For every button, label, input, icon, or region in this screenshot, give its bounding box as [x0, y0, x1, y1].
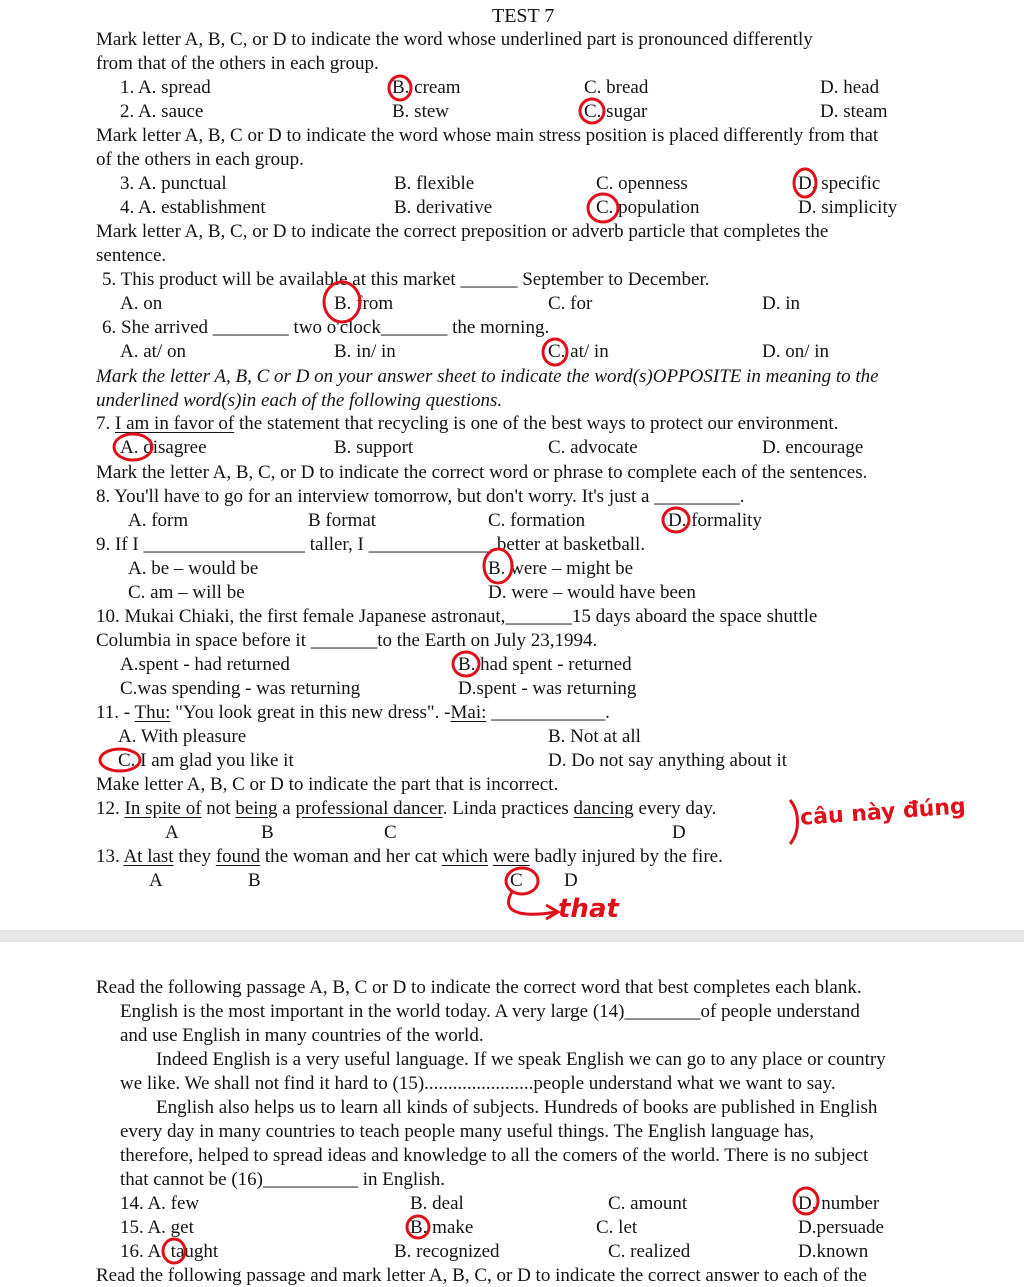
q16-option-a[interactable]: 16. A. taught — [120, 1241, 219, 1262]
passage-line: that cannot be (16)__________ in English. — [120, 1169, 446, 1190]
q14-option-d[interactable]: D. number — [798, 1193, 880, 1214]
passage-line: therefore, helped to spread ideas and knowledge to all the comers of the world. There is no subject — [120, 1145, 869, 1166]
q13-label-a[interactable]: A — [149, 870, 163, 891]
q7-option-b[interactable]: B. support — [334, 437, 414, 458]
q7-option-d[interactable]: D. encourage — [762, 437, 864, 458]
q3-option-b[interactable]: B. flexible — [394, 173, 475, 194]
q15-option-b[interactable]: B. make — [410, 1217, 474, 1238]
page-divider — [0, 930, 1024, 942]
q9-option-a[interactable]: A. be – would be — [128, 558, 259, 579]
instruction: from that of the others in each group. — [96, 53, 379, 74]
passage-line: every day in many countries to teach people many useful things. The English language has, — [120, 1121, 815, 1142]
q5-option-c[interactable]: C. for — [548, 293, 593, 314]
test-title: TEST 7 — [492, 5, 555, 27]
q10-stem: Columbia in space before it _______to the Earth on July 23,1994. — [96, 630, 598, 651]
q3-option-d[interactable]: D. specific — [798, 173, 881, 194]
q8-option-c[interactable]: C. formation — [488, 510, 586, 531]
q9-option-b[interactable]: B. were – might be — [488, 558, 634, 579]
instruction: of the others in each group. — [96, 149, 304, 170]
q10-option-b[interactable]: B. had spent - returned — [458, 654, 632, 675]
passage-line: English is the most important in the world today. A very large (14)________of people understand — [120, 1001, 860, 1022]
q7-option-c[interactable]: C. advocate — [548, 437, 638, 458]
q4-option-a[interactable]: 4. A. establishment — [120, 197, 266, 218]
correction-arrow — [509, 892, 558, 919]
q10-option-c[interactable]: C.was spending - was returning — [120, 678, 361, 699]
q6-stem: 6. She arrived ________ two o'clock_______ the morning. — [102, 317, 550, 338]
instruction: sentence. — [96, 245, 167, 266]
q10-option-a[interactable]: A.spent - had returned — [120, 654, 290, 675]
q14-option-a[interactable]: 14. A. few — [120, 1193, 200, 1214]
q6-option-a[interactable]: A. at/ on — [120, 341, 186, 362]
q16-option-c[interactable]: C. realized — [608, 1241, 691, 1262]
q16-option-b[interactable]: B. recognized — [394, 1241, 500, 1262]
q11-option-d[interactable]: D. Do not say anything about it — [548, 750, 788, 771]
q1-option-b[interactable]: B. cream — [392, 77, 461, 98]
q4-option-d[interactable]: D. simplicity — [798, 197, 898, 218]
passage-line: English also helps us to learn all kinds of subjects. Hundreds of books are published in English — [156, 1097, 878, 1118]
handwritten-note: câu này đúng — [799, 794, 967, 831]
instruction: Mark letter A, B, C or D to indicate the word whose main stress position is placed differently from that — [96, 125, 879, 146]
q6-option-c[interactable]: C. at/ in — [548, 341, 609, 362]
q12-label-a[interactable]: A — [165, 822, 179, 843]
q14-option-c[interactable]: C. amount — [608, 1193, 688, 1214]
q6-option-d[interactable]: D. on/ in — [762, 341, 830, 362]
instruction: underlined word(s)in each of the following questions. — [96, 390, 503, 411]
q1-option-d[interactable]: D. head — [820, 77, 880, 98]
q13-label-c[interactable]: C — [510, 870, 523, 891]
q7-option-a[interactable]: A. disagree — [120, 437, 207, 458]
q10-stem: 10. Mukai Chiaki, the first female Japanese astronaut,_______15 days aboard the space shuttle — [96, 606, 818, 627]
q1-option-c[interactable]: C. bread — [584, 77, 649, 98]
q15-option-d[interactable]: D.persuade — [798, 1217, 884, 1238]
handwritten-correction: that — [558, 894, 619, 924]
q11-option-a[interactable]: A. With pleasure — [118, 726, 247, 747]
q1-option-a[interactable]: 1. A. spread — [120, 77, 211, 98]
q6-option-b[interactable]: B. in/ in — [334, 341, 396, 362]
q12-stem: 12. In spite of not being a professional dancer. Linda practices dancing every day. — [96, 798, 717, 819]
q12-label-d[interactable]: D — [672, 822, 686, 843]
q8-option-b[interactable]: B format — [308, 510, 377, 531]
q7-stem: 7. I am in favor of the statement that recycling is one of the best ways to protect our environment. — [96, 413, 839, 434]
q9-stem: 9. If I _________________ taller, I _____________ better at basketball. — [96, 534, 646, 555]
q2-option-c[interactable]: C. sugar — [584, 101, 648, 122]
q3-option-c[interactable]: C. openness — [596, 173, 688, 194]
correction-bracket — [790, 800, 798, 844]
q10-option-d[interactable]: D.spent - was returning — [458, 678, 637, 699]
instruction: Make letter A, B, C or D to indicate the part that is incorrect. — [96, 774, 559, 795]
q11-stem: 11. - Thu: "You look great in this new dress". -Mai: ____________. — [96, 702, 610, 723]
q15-option-a[interactable]: 15. A. get — [120, 1217, 194, 1238]
instruction: Mark letter A, B, C, or D to indicate the word whose underlined part is pronounced differently — [96, 29, 813, 50]
q4-option-c[interactable]: C. population — [596, 197, 700, 218]
passage-line: we like. We shall not find it hard to (15).......................people understand what we want to say. — [120, 1073, 836, 1094]
q2-option-b[interactable]: B. stew — [392, 101, 449, 122]
q5-option-b[interactable]: B. from — [334, 293, 394, 314]
q2-option-a[interactable]: 2. A. sauce — [120, 101, 204, 122]
q12-label-c[interactable]: C — [384, 822, 397, 843]
instruction: Mark the letter A, B, C, or D to indicate the correct word or phrase to complete each of the sentences. — [96, 462, 868, 483]
q9-option-c[interactable]: C. am – will be — [128, 582, 245, 603]
q5-option-d[interactable]: D. in — [762, 293, 800, 314]
passage-line: Indeed English is a very useful language. If we speak English we can go to any place or country — [156, 1049, 886, 1070]
instruction: Read the following passage A, B, C or D to indicate the correct word that best completes each blank. — [96, 977, 862, 998]
q2-option-d[interactable]: D. steam — [820, 101, 888, 122]
instruction: Mark letter A, B, C, or D to indicate the correct preposition or adverb particle that completes the — [96, 221, 829, 242]
q16-option-d[interactable]: D.known — [798, 1241, 869, 1262]
q5-option-a[interactable]: A. on — [120, 293, 163, 314]
instruction: Read the following passage and mark letter A, B, C, or D to indicate the correct answer to each of the — [96, 1265, 867, 1286]
q8-option-a[interactable]: A. form — [128, 510, 189, 531]
q8-stem: 8. You'll have to go for an interview tomorrow, but don't worry. It's just a _________. — [96, 486, 745, 507]
passage-line: and use English in many countries of the world. — [120, 1025, 484, 1046]
q13-label-b[interactable]: B — [248, 870, 261, 891]
q11-option-b[interactable]: B. Not at all — [548, 726, 641, 747]
q11-option-c[interactable]: C. I am glad you like it — [118, 750, 294, 771]
q14-option-b[interactable]: B. deal — [410, 1193, 464, 1214]
q13-stem: 13. At last they found the woman and her cat which were badly injured by the fire. — [96, 846, 723, 867]
q13-label-d[interactable]: D — [564, 870, 578, 891]
q5-stem: 5. This product will be available at this market ______ September to December. — [102, 269, 710, 290]
q9-option-d[interactable]: D. were – would have been — [488, 582, 696, 603]
instruction: Mark the letter A, B, C or D on your answer sheet to indicate the word(s)OPPOSITE in meaning to the — [96, 366, 879, 387]
q7-underlined: I am in favor of — [115, 413, 235, 434]
q15-option-c[interactable]: C. let — [596, 1217, 638, 1238]
q8-option-d[interactable]: D. formality — [668, 510, 762, 531]
q3-option-a[interactable]: 3. A. punctual — [120, 173, 227, 194]
q12-label-b[interactable]: B — [261, 822, 274, 843]
q4-option-b[interactable]: B. derivative — [394, 197, 493, 218]
